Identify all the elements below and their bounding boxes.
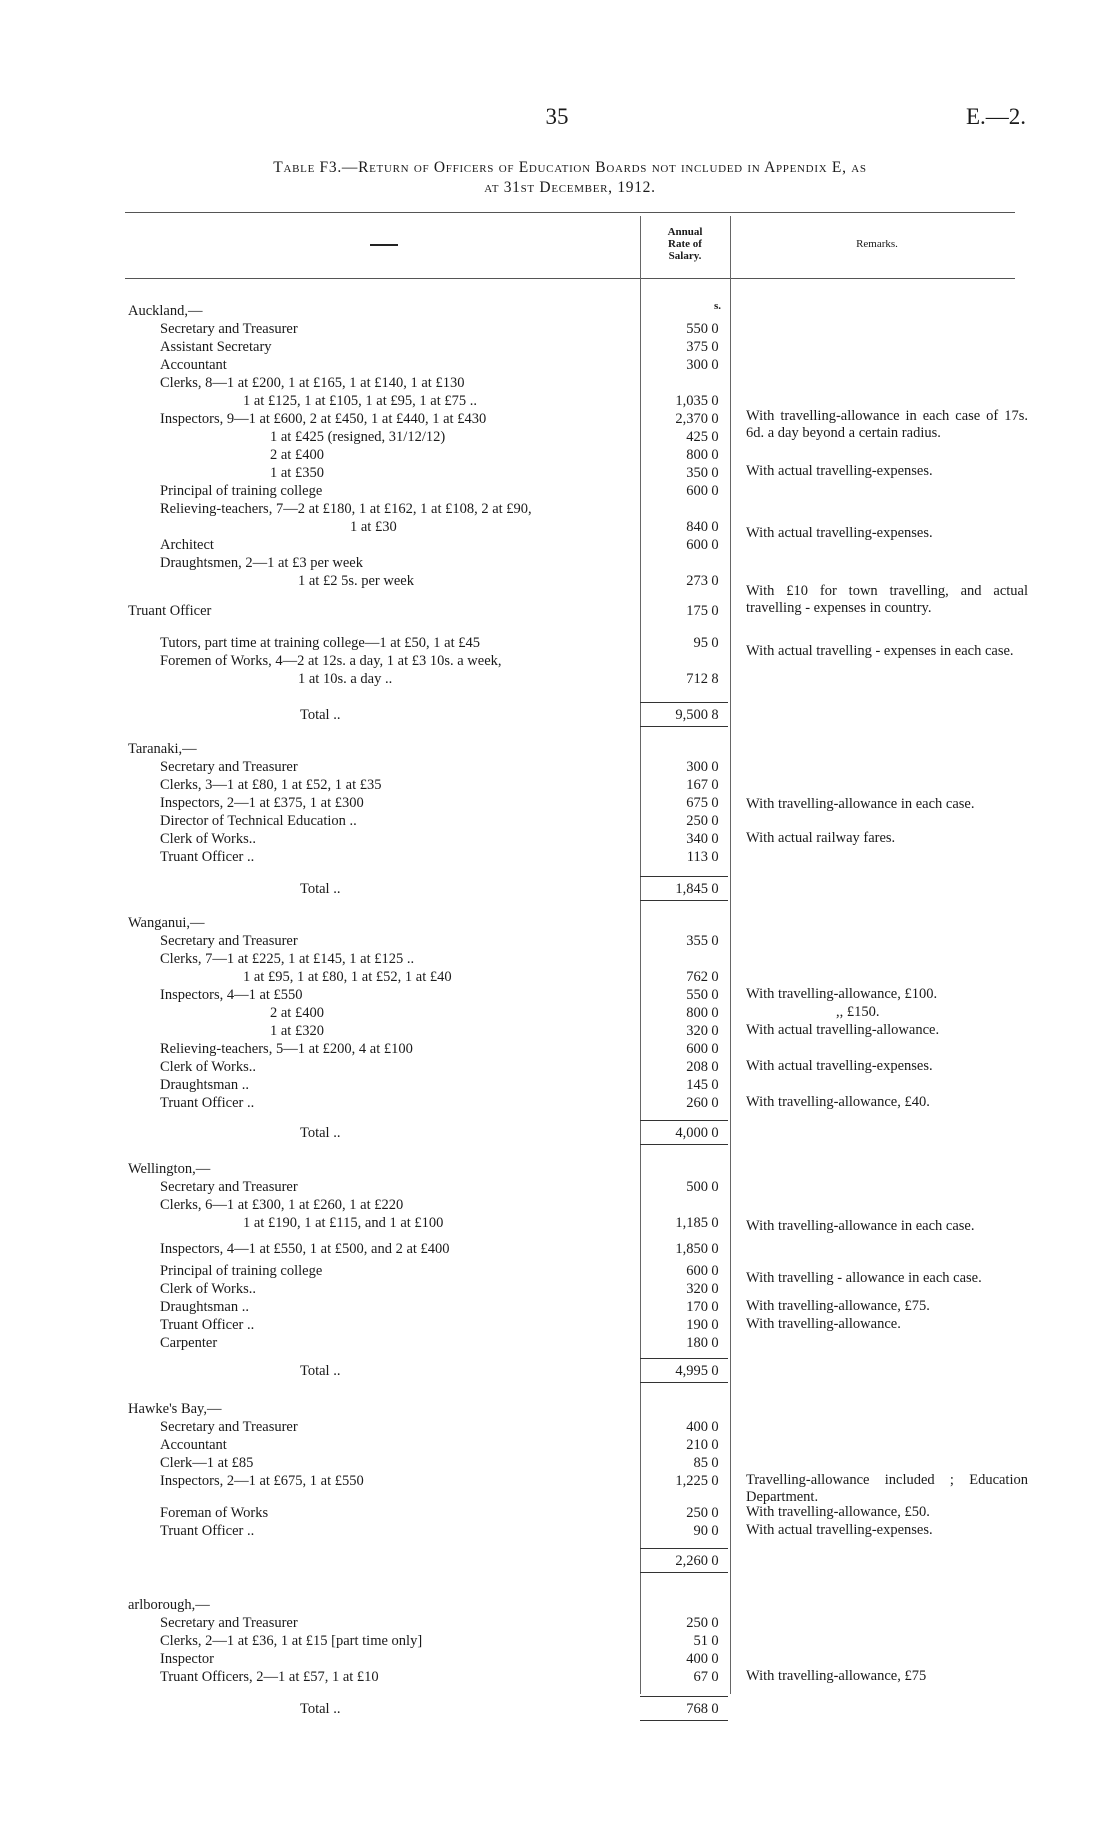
table-row <box>0 1650 1114 1668</box>
salary-shillings: 0 <box>711 447 719 463</box>
salary-shillings: 0 <box>711 537 719 553</box>
remark-text: With actual travelling - expenses in each case. <box>746 643 1014 659</box>
remark-text: With actual travelling-expenses. <box>746 1522 933 1538</box>
total-rule <box>640 726 728 727</box>
salary-shillings: 0 <box>711 969 719 985</box>
salary-amount: 85 <box>693 1455 708 1471</box>
row-label: Inspectors, 4—1 at £550, 1 at £500, and 2 at £400 <box>160 1241 450 1257</box>
salary-amount: 800 <box>686 447 708 463</box>
row-label: 1 at £350 <box>270 465 324 481</box>
salary-amount: 425 <box>686 429 708 445</box>
row-label: Relieving-teachers, 7—2 at £180, 1 at £162, 1 at £108, 2 at £90, <box>160 501 532 517</box>
row-label: Clerks, 8—1 at £200, 1 at £165, 1 at £140, 1 at £130 <box>160 375 465 391</box>
salary-amount: 300 <box>686 357 708 373</box>
region-heading <box>0 914 1114 932</box>
row-label: Clerk of Works.. <box>160 831 257 847</box>
row-label: Truant Officer .. <box>160 1317 255 1333</box>
salary-shillings: 0 <box>711 357 719 373</box>
row-label: Draughtsmen, 2—1 at £3 per week <box>160 555 363 571</box>
salary-header-line-1: Annual <box>667 226 703 238</box>
table-row <box>0 1178 1114 1196</box>
salary-shillings: 0 <box>711 465 719 481</box>
salary-shillings: 0 <box>711 1263 719 1279</box>
row-label: Secretary and Treasurer <box>160 933 298 949</box>
salary-shillings: 0 <box>711 1241 719 1257</box>
row-label: Secretary and Treasurer <box>160 321 298 337</box>
salary-amount: 300 <box>686 759 708 775</box>
row-label: Truant Officer <box>128 603 212 619</box>
table-row <box>0 1040 1114 1058</box>
total-rule <box>640 1120 728 1121</box>
salary-shillings: 0 <box>711 1041 719 1057</box>
salary-amount: 1,225 <box>675 1473 708 1489</box>
salary-amount: 350 <box>686 465 708 481</box>
remark-text: With £10 for town travelling, and actual travelling - expenses in country. <box>746 583 1028 616</box>
salary-amount: 51 <box>693 1633 708 1649</box>
row-label: Principal of training college <box>160 483 323 499</box>
table-row <box>0 670 1114 688</box>
row-label: Inspectors, 2—1 at £375, 1 at £300 <box>160 795 364 811</box>
remark-text: With travelling-allowance, £100. <box>746 986 938 1002</box>
table-row <box>0 446 1114 464</box>
salary-shillings: 0 <box>711 777 719 793</box>
row-label: Foreman of Works <box>160 1505 269 1521</box>
salary-amount: 67 <box>693 1669 708 1685</box>
salary-shillings: 0 <box>711 1125 719 1141</box>
salary-amount: 250 <box>686 813 708 829</box>
row-label: 2 at £400 <box>270 447 324 463</box>
salary-shillings: 0 <box>711 1335 719 1351</box>
salary-shillings: 0 <box>711 483 719 499</box>
table-row <box>0 968 1114 986</box>
region-heading <box>0 302 1114 320</box>
total-rule <box>640 702 728 703</box>
row-label: Clerk of Works.. <box>160 1059 257 1075</box>
salary-amount: 2,370 <box>675 411 708 427</box>
row-label: Relieving-teachers, 5—1 at £200, 4 at £100 <box>160 1041 413 1057</box>
region-heading <box>0 1400 1114 1418</box>
row-label: Secretary and Treasurer <box>160 1615 298 1631</box>
table-row <box>0 338 1114 356</box>
table-row <box>0 554 1114 572</box>
salary-amount: 400 <box>686 1651 708 1667</box>
salary-amount: 762 <box>686 969 708 985</box>
salary-header-line-2: Rate of <box>668 238 702 250</box>
salary-shillings: 0 <box>711 1363 719 1379</box>
salary-shillings: 0 <box>711 881 719 897</box>
row-label: Inspectors, 4—1 at £550 <box>160 987 303 1003</box>
salary-amount: 90 <box>693 1523 708 1539</box>
total-rule <box>640 1382 728 1383</box>
remark-text: Travelling-allowance included ; Education Department. <box>746 1472 1028 1505</box>
row-label: 1 at £425 (resigned, 31/12/12) <box>270 429 446 445</box>
table-title-line-1: Table F3.—Return of Officers of Education Boards not included in Appendix E, as <box>273 159 867 176</box>
row-label: 1 at £190, 1 at £115, and 1 at £100 <box>243 1215 444 1231</box>
salary-amount: 2,260 <box>675 1553 708 1569</box>
salary-amount: 9,500 <box>675 707 708 723</box>
document-reference: E.—2. <box>965 104 1026 129</box>
salary-shillings: 0 <box>711 759 719 775</box>
row-label: Tutors, part time at training college—1 at £50, 1 at £45 <box>160 635 481 651</box>
table-row <box>0 1240 1114 1258</box>
row-label: Total .. <box>300 707 341 723</box>
salary-shillings: 0 <box>711 1473 719 1489</box>
salary-shillings: 0 <box>711 1299 719 1315</box>
salary-shillings: 0 <box>711 1317 719 1333</box>
row-label: Inspectors, 2—1 at £675, 1 at £550 <box>160 1473 364 1489</box>
salary-amount: 500 <box>686 1179 708 1195</box>
remark-text: With actual travelling-allowance. <box>746 1022 940 1038</box>
salary-amount: 95 <box>693 635 708 651</box>
row-label: Truant Officer .. <box>160 1095 255 1111</box>
row-label: Clerks, 2—1 at £36, 1 at £15 [part time only] <box>160 1633 423 1649</box>
salary-shillings: 0 <box>711 1215 719 1231</box>
salary-shillings: 0 <box>711 321 719 337</box>
row-label: Secretary and Treasurer <box>160 1419 298 1435</box>
salary-shillings: 0 <box>711 1059 719 1075</box>
remark-text: With travelling-allowance, £50. <box>746 1504 930 1520</box>
salary-amount: 355 <box>686 933 708 949</box>
row-label: 2 at £400 <box>270 1005 324 1021</box>
remark-text: With travelling - allowance in each case. <box>746 1270 982 1286</box>
salary-shillings: 0 <box>711 1095 719 1111</box>
salary-amount: 340 <box>686 831 708 847</box>
remark-text: With travelling-allowance, £75 <box>746 1668 927 1684</box>
total-rule <box>640 1548 728 1549</box>
table-row <box>0 356 1114 374</box>
table-row <box>0 482 1114 500</box>
salary-shillings: 0 <box>711 813 719 829</box>
salary-shillings: 0 <box>711 339 719 355</box>
row-label: Truant Officer .. <box>160 849 255 865</box>
row-label: Total .. <box>300 881 341 897</box>
row-label: 1 at £320 <box>270 1023 324 1039</box>
row-label: Total .. <box>300 1125 341 1141</box>
salary-amount: 1,035 <box>675 393 708 409</box>
row-label: 1 at £2 5s. per week <box>298 573 414 589</box>
table-row <box>0 1614 1114 1632</box>
table-row <box>0 1632 1114 1650</box>
salary-shillings: 0 <box>711 1553 719 1569</box>
total-rule <box>640 1696 728 1697</box>
region-label: arlborough,— <box>128 1597 210 1613</box>
salary-amount: 167 <box>686 777 708 793</box>
row-label: Foremen of Works, 4—2 at 12s. a day, 1 at £3 10s. a week, <box>160 653 502 669</box>
row-label: 1 at £95, 1 at £80, 1 at £52, 1 at £40 <box>243 969 452 985</box>
total-row <box>0 1552 1114 1570</box>
total-rule <box>640 1720 728 1721</box>
row-label: Accountant <box>160 357 227 373</box>
row-label: Accountant <box>160 1437 227 1453</box>
row-label: Architect <box>160 537 214 553</box>
table-row <box>0 776 1114 794</box>
salary-shillings: 0 <box>711 1179 719 1195</box>
salary-amount: 180 <box>686 1335 708 1351</box>
shillings-unit-label: s. <box>714 300 722 312</box>
remark-text: With actual travelling-expenses. <box>746 525 933 541</box>
total-row <box>0 1700 1114 1718</box>
remark-text: With travelling-allowance. <box>746 1316 901 1332</box>
salary-amount: 320 <box>686 1281 708 1297</box>
row-label: Secretary and Treasurer <box>160 1179 298 1195</box>
salary-amount: 145 <box>686 1077 708 1093</box>
remark-text: With travelling-allowance in each case of 17s. 6d. a day beyond a certain radius. <box>746 408 1028 441</box>
total-row <box>0 880 1114 898</box>
salary-shillings: 0 <box>711 1505 719 1521</box>
row-label: Principal of training college <box>160 1263 323 1279</box>
remark-text: With actual travelling-expenses. <box>746 463 933 479</box>
total-row <box>0 1362 1114 1380</box>
salary-shillings: 0 <box>711 393 719 409</box>
salary-amount: 113 <box>686 849 708 865</box>
salary-shillings: 0 <box>711 573 719 589</box>
salary-shillings: 0 <box>711 411 719 427</box>
page-number: 35 <box>545 104 569 129</box>
region-label: Hawke's Bay,— <box>128 1401 222 1417</box>
salary-shillings: 0 <box>711 1615 719 1631</box>
table-row <box>0 848 1114 866</box>
salary-amount: 1,850 <box>675 1241 708 1257</box>
remark-text: With travelling-allowance, £40. <box>746 1094 930 1110</box>
row-label: Clerks, 7—1 at £225, 1 at £145, 1 at £125 .. <box>160 951 415 967</box>
remark-text: With travelling-allowance in each case. <box>746 796 975 812</box>
salary-amount: 675 <box>686 795 708 811</box>
remarks-column-header: Remarks. <box>856 238 898 250</box>
salary-shillings: 0 <box>711 987 719 1003</box>
salary-amount: 250 <box>686 1505 708 1521</box>
region-label: Wanganui,— <box>128 915 205 931</box>
salary-amount: 250 <box>686 1615 708 1631</box>
table-row <box>0 320 1114 338</box>
salary-amount: 170 <box>686 1299 708 1315</box>
salary-shillings: 0 <box>711 1455 719 1471</box>
total-rule <box>640 1144 728 1145</box>
salary-shillings: 0 <box>711 795 719 811</box>
salary-amount: 712 <box>686 671 708 687</box>
region-heading <box>0 1596 1114 1614</box>
row-label: Inspector <box>160 1651 214 1667</box>
salary-header-line-3: Salary. <box>668 250 702 262</box>
table-row <box>0 374 1114 392</box>
row-label: Inspectors, 9—1 at £600, 2 at £450, 1 at £440, 1 at £430 <box>160 411 487 427</box>
salary-amount: 600 <box>686 1263 708 1279</box>
row-label: Total .. <box>300 1701 341 1717</box>
salary-shillings: 0 <box>711 1523 719 1539</box>
salary-shillings: 0 <box>711 429 719 445</box>
row-label: 1 at £125, 1 at £105, 1 at £95, 1 at £75 .. <box>243 393 477 409</box>
salary-shillings: 0 <box>711 933 719 949</box>
row-label: 1 at 10s. a day .. <box>298 671 393 687</box>
salary-amount: 175 <box>686 603 708 619</box>
salary-shillings: 0 <box>711 603 719 619</box>
salary-shillings: 0 <box>711 1701 719 1717</box>
row-label: Carpenter <box>160 1335 218 1351</box>
remark-text: With travelling-allowance in each case. <box>746 1218 975 1234</box>
salary-shillings: 0 <box>711 635 719 651</box>
total-rule <box>640 1358 728 1359</box>
total-rule <box>640 876 728 877</box>
salary-amount: 600 <box>686 537 708 553</box>
salary-shillings: 0 <box>711 1005 719 1021</box>
salary-shillings: 0 <box>711 1419 719 1435</box>
row-label: 1 at £30 <box>350 519 397 535</box>
region-label: Taranaki,— <box>128 741 197 757</box>
row-label: Truant Officers, 2—1 at £57, 1 at £10 <box>160 1669 379 1685</box>
total-row <box>0 1124 1114 1142</box>
region-heading <box>0 740 1114 758</box>
row-label: Draughtsman .. <box>160 1077 249 1093</box>
table-row <box>0 500 1114 518</box>
salary-shillings: 0 <box>711 1633 719 1649</box>
region-label: Auckland,— <box>128 303 203 319</box>
salary-shillings: 0 <box>711 849 719 865</box>
region-label: Wellington,— <box>128 1161 211 1177</box>
row-label: Total .. <box>300 1363 341 1379</box>
table-row <box>0 1334 1114 1352</box>
row-label: Secretary and Treasurer <box>160 759 298 775</box>
salary-shillings: 0 <box>711 1669 719 1685</box>
salary-amount: 800 <box>686 1005 708 1021</box>
row-label: Clerk of Works.. <box>160 1281 257 1297</box>
salary-amount: 400 <box>686 1419 708 1435</box>
row-label: Clerks, 3—1 at £80, 1 at £52, 1 at £35 <box>160 777 382 793</box>
table-row <box>0 950 1114 968</box>
salary-amount: 320 <box>686 1023 708 1039</box>
salary-amount: 840 <box>686 519 708 535</box>
salary-shillings: 0 <box>711 519 719 535</box>
salary-amount: 4,000 <box>675 1125 708 1141</box>
salary-amount: 260 <box>686 1095 708 1111</box>
salary-shillings: 8 <box>711 671 719 687</box>
row-label: Truant Officer .. <box>160 1523 255 1539</box>
salary-amount: 1,845 <box>675 881 708 897</box>
salary-amount: 600 <box>686 1041 708 1057</box>
salary-shillings: 0 <box>711 1281 719 1297</box>
salary-amount: 1,185 <box>675 1215 708 1231</box>
table-row <box>0 1196 1114 1214</box>
table-title-line-2: at 31st December, 1912. <box>484 179 656 196</box>
row-label: Clerk—1 at £85 <box>160 1455 254 1471</box>
salary-amount: 600 <box>686 483 708 499</box>
salary-amount: 375 <box>686 339 708 355</box>
total-row <box>0 706 1114 724</box>
table-row <box>0 1436 1114 1454</box>
table-row <box>0 812 1114 830</box>
total-rule <box>640 900 728 901</box>
salary-shillings: 0 <box>711 1437 719 1453</box>
table-row <box>0 758 1114 776</box>
row-label: Director of Technical Education .. <box>160 813 357 829</box>
salary-shillings: 0 <box>711 831 719 847</box>
row-label: Draughtsman .. <box>160 1299 249 1315</box>
region-heading <box>0 1160 1114 1178</box>
table-row <box>0 1418 1114 1436</box>
table-row <box>0 1076 1114 1094</box>
remark-text: With travelling-allowance, £75. <box>746 1298 930 1314</box>
table-row <box>0 1454 1114 1472</box>
salary-amount: 210 <box>686 1437 708 1453</box>
remark-text: With actual railway fares. <box>746 830 896 846</box>
remark-text: ,, £150. <box>836 1004 880 1020</box>
salary-amount: 273 <box>686 573 708 589</box>
salary-amount: 550 <box>686 987 708 1003</box>
remark-text: With actual travelling-expenses. <box>746 1058 933 1074</box>
row-label: Clerks, 6—1 at £300, 1 at £260, 1 at £220 <box>160 1197 404 1213</box>
salary-shillings: 8 <box>711 707 719 723</box>
salary-amount: 550 <box>686 321 708 337</box>
total-rule <box>640 1572 728 1573</box>
salary-shillings: 0 <box>711 1651 719 1667</box>
salary-shillings: 0 <box>711 1023 719 1039</box>
salary-amount: 190 <box>686 1317 708 1333</box>
table-row <box>0 932 1114 950</box>
salary-amount: 768 <box>686 1701 708 1717</box>
salary-amount: 4,995 <box>675 1363 708 1379</box>
row-label: Assistant Secretary <box>160 339 272 355</box>
salary-shillings: 0 <box>711 1077 719 1093</box>
salary-amount: 208 <box>686 1059 708 1075</box>
